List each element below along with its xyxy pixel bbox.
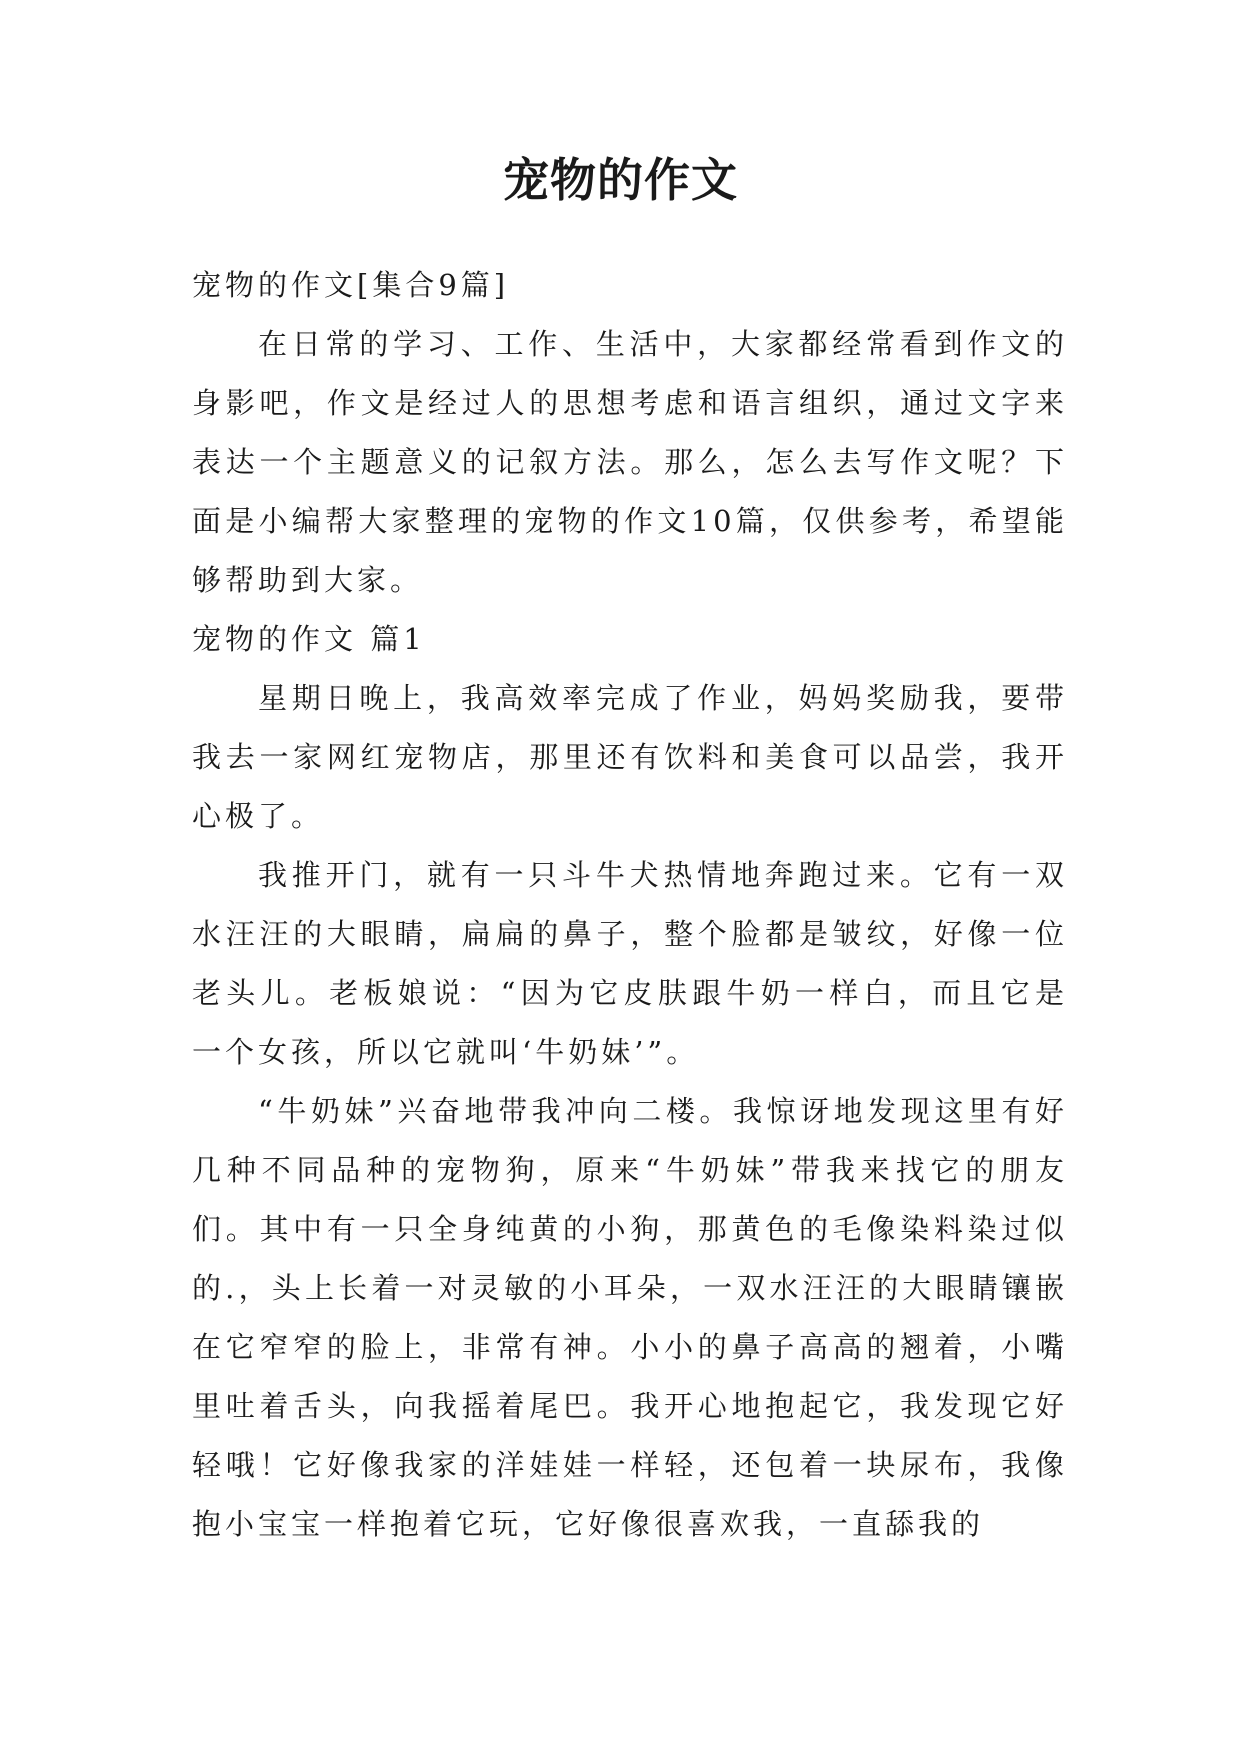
- body-paragraph: 星期日晚上，我高效率完成了作业，妈妈奖励我，要带我去一家网红宠物店，那里还有饮料和美食可以品尝，我开心极了。: [192, 681, 1068, 833]
- collection-heading: 宠物的作文[集合9篇]: [192, 268, 510, 302]
- section-heading: 宠物的作文 篇1: [192, 622, 426, 656]
- body-paragraph: “牛奶妹”兴奋地带我冲向二楼。我惊讶地发现这里有好几种不同品种的宠物狗，原来“牛奶妹”带我来找它的朋友们。其中有一只全身纯黄的小狗，那黄色的毛像染料染过似的.，头上长着一对灵敏的小耳朵，一双水汪汪的大眼睛镶嵌在它窄窄的脸上，非常有神。小小的鼻子高高的翘着，小嘴里吐着舌头，向我摇着尾巴。我开心地抱起它，我发现它好轻哦！它好像我家的洋娃娃一样轻，还包着一块尿布，我像抱小宝宝一样抱着它玩，它好像很喜欢我，一直舔我的: [192, 1094, 1068, 1541]
- document-body: [192, 256, 1068, 1554]
- intro-paragraph: 在日常的学习、工作、生活中，大家都经常看到作文的身影吧，作文是经过人的思想考虑和语言组织，通过文字来表达一个主题意义的记叙方法。那么，怎么去写作文呢？下面是小编帮大家整理的宠物的作文10篇，仅供参考，希望能够帮助到大家。: [192, 327, 1068, 597]
- body-paragraph: 我推开门，就有一只斗牛犬热情地奔跑过来。它有一双水汪汪的大眼睛，扁扁的鼻子，整个脸都是皱纹，好像一位老头儿。老板娘说：“因为它皮肤跟牛奶一样白，而且它是一个女孩，所以它就叫‘牛奶妹’”。: [192, 858, 1068, 1069]
- document-title: 宠物的作文: [503, 153, 738, 207]
